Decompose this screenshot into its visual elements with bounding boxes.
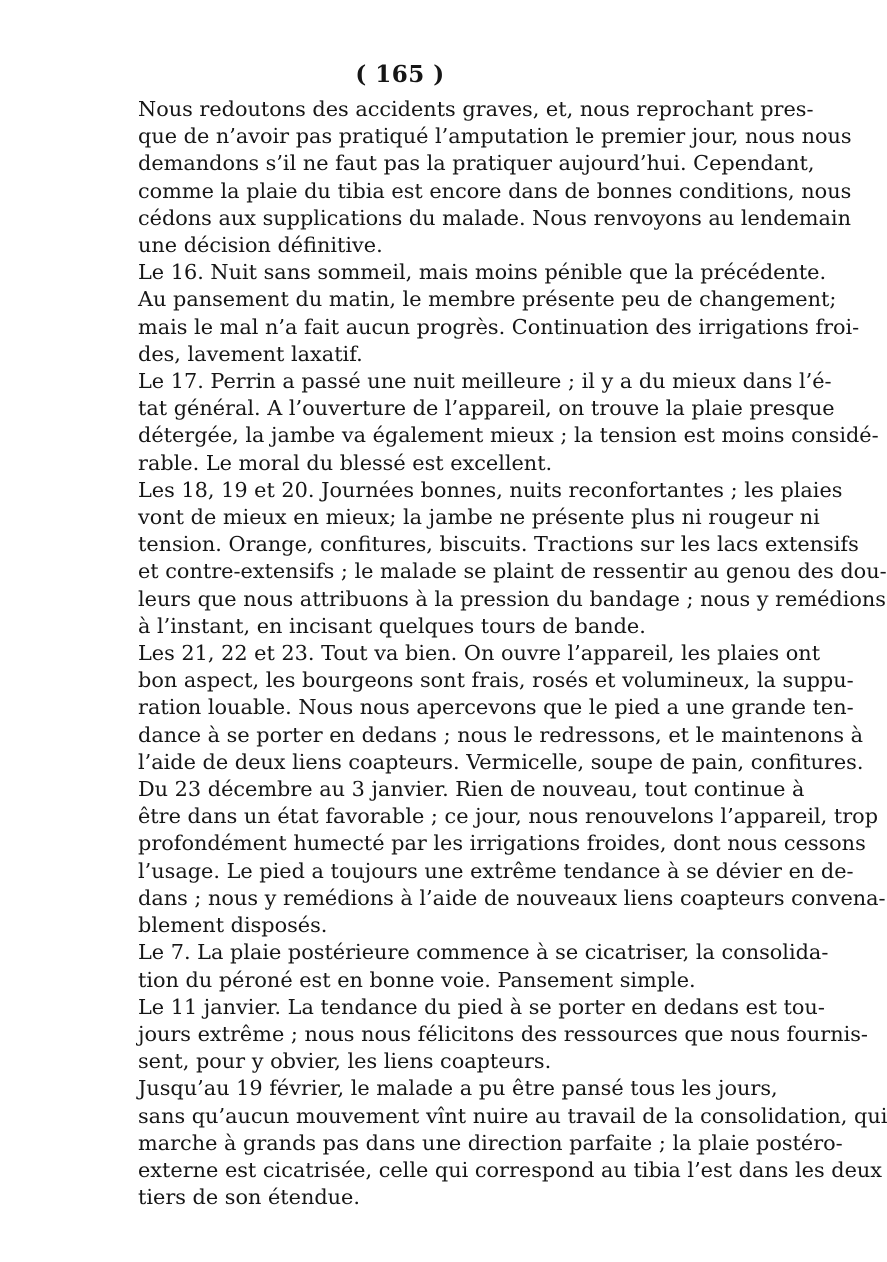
text-line: l’aide de deux liens coapteurs. Vermicelle, soupe de pain, confitures.: [138, 749, 864, 774]
body-text: [116, 96, 887, 1211]
text-line: comme la plaie du tibia est encore dans de bonnes conditions, nous: [138, 178, 852, 203]
text-line: dance à se porter en dedans ; nous le redressons, et le maintenons à: [138, 722, 863, 747]
text-line: tiers de son étendue.: [138, 1185, 360, 1210]
text-line: Le 17. Perrin a passé une nuit meilleure ; il y a du mieux dans l’é-: [138, 369, 832, 394]
text-line: blement disposés.: [138, 913, 328, 938]
text-line: Le 7. La plaie postérieure commence à se cicatriser, la consolida-: [138, 940, 829, 965]
text-line: Les 21, 22 et 23. Tout va bien. On ouvre l’appareil, les plaies ont: [138, 641, 821, 666]
text-line: profondément humecté par les irrigations froides, dont nous cessons: [138, 831, 866, 856]
text-line: sans qu’aucun mouvement vînt nuire au travail de la consolidation, qui: [138, 1103, 887, 1128]
paragraph: [116, 368, 879, 477]
text-line: tat général. A l’ouverture de l’appareil, on trouve la plaie presque: [138, 396, 835, 421]
text-line: leurs que nous attribuons à la pression du bandage ; nous y remédions: [138, 586, 886, 611]
text-line: détergée, la jambe va également mieux ; la tension est moins considé-: [138, 423, 879, 448]
page-number: ( 165 ): [355, 61, 445, 88]
paragraph: [116, 259, 860, 368]
text-line: sent, pour y obvier, les liens coapteurs.: [138, 1049, 552, 1074]
paragraph: [116, 776, 886, 939]
paragraph: [116, 1075, 887, 1211]
text-line: Jusqu’au 19 février, le malade a pu être pansé tous les jours,: [138, 1076, 778, 1101]
text-line: externe est cicatrisée, celle qui correspond au tibia l’est dans les deux: [138, 1157, 883, 1182]
text-line: marche à grands pas dans une direction parfaite ; la plaie postéro-: [138, 1130, 843, 1155]
text-line: une décision définitive.: [138, 233, 383, 258]
text-line: vont de mieux en mieux; la jambe ne présente plus ni rougeur ni: [138, 505, 820, 530]
text-line: l’usage. Le pied a toujours une extrême tendance à se dévier en de-: [138, 858, 854, 883]
text-line: que de n’avoir pas pratiqué l’amputation le premier jour, nous nous: [138, 124, 852, 149]
text-line: Le 16. Nuit sans sommeil, mais moins pénible que la précédente.: [138, 260, 827, 285]
text-line: à l’instant, en incisant quelques tours de bande.: [138, 613, 646, 638]
paragraph: [116, 477, 887, 640]
paragraph: [116, 96, 852, 259]
text-line: Du 23 décembre au 3 janvier. Rien de nouveau, tout continue à: [138, 777, 805, 802]
text-line: des, lavement laxatif.: [138, 341, 363, 366]
text-line: Les 18, 19 et 20. Journées bonnes, nuits reconfortantes ; les plaies: [138, 477, 843, 502]
text-line: tion du péroné est en bonne voie. Pansement simple.: [138, 967, 696, 992]
text-line: demandons s’il ne faut pas la pratiquer aujourd’hui. Cependant,: [138, 151, 815, 176]
text-line: Au pansement du matin, le membre présente peu de changement;: [138, 287, 837, 312]
text-line: bon aspect, les bourgeons sont frais, rosés et volumineux, la suppu-: [138, 668, 854, 693]
text-line: dans ; nous y remédions à l’aide de nouveaux liens coapteurs convena-: [138, 885, 886, 910]
text-line: tension. Orange, confitures, biscuits. Tractions sur les lacs extensifs: [138, 532, 859, 557]
text-line: Nous redoutons des accidents graves, et, nous reprochant pres-: [138, 97, 814, 121]
paragraph: [116, 994, 868, 1076]
text-line: et contre-extensifs ; le malade se plaint de ressentir au genou des dou-: [138, 559, 887, 584]
text-line: Le 11 janvier. La tendance du pied à se porter en dedans est tou-: [138, 994, 825, 1019]
text-line: mais le mal n’a fait aucun progrès. Continuation des irrigations froi-: [138, 314, 860, 339]
paragraph: [116, 640, 864, 776]
text-line: être dans un état favorable ; ce jour, nous renouvelons l’appareil, trop: [138, 804, 879, 829]
paragraph: [116, 939, 829, 993]
text-line: ration louable. Nous nous apercevons que le pied a une grande ten-: [138, 695, 854, 720]
text-line: jours extrême ; nous nous félicitons des ressources que nous fournis-: [138, 1021, 868, 1046]
text-line: cédons aux supplications du malade. Nous renvoyons au lendemain: [138, 205, 851, 230]
text-line: rable. Le moral du blessé est excellent.: [138, 450, 553, 475]
